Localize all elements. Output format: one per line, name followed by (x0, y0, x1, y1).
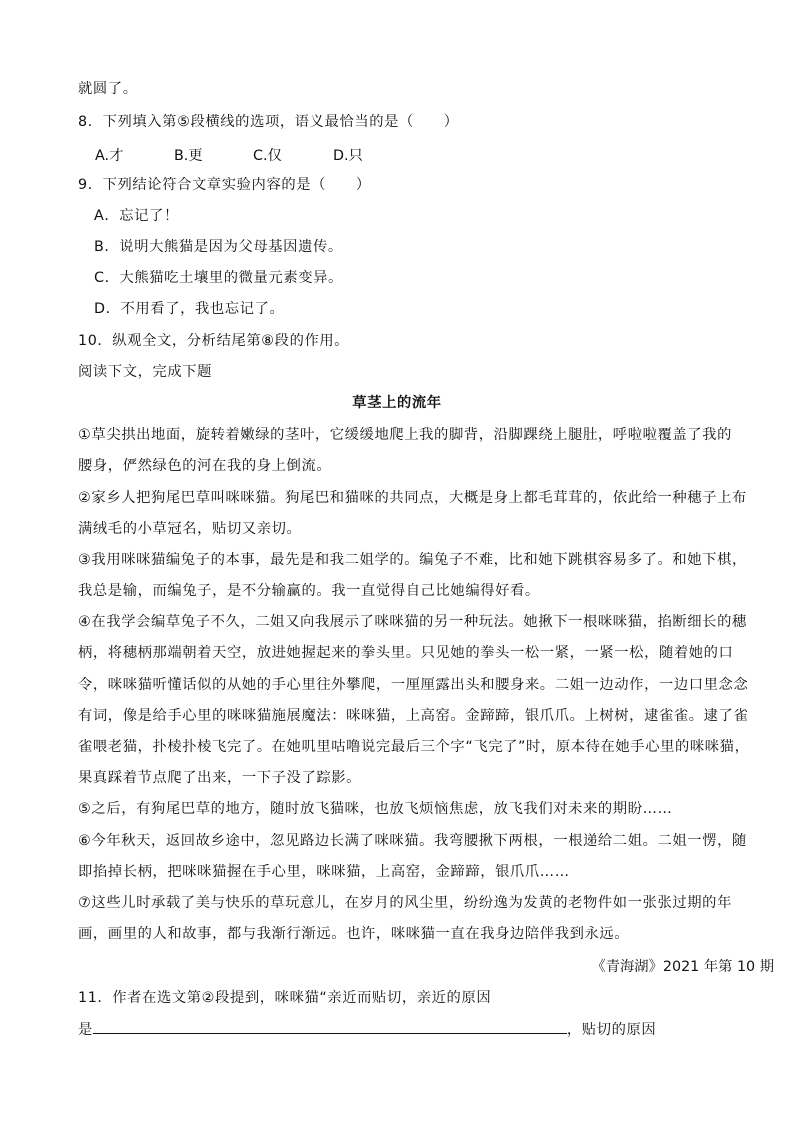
article-line: ⑦这些儿时承载了美与快乐的草玩意儿，在岁月的风尘里，纷纷逸为发黄的老物件如一张张过期的年 (78, 895, 732, 911)
article-title: 草茎上的流年 (352, 395, 442, 411)
option-b: B．说明大熊猫是因为父母基因遗传。 (94, 239, 343, 255)
article-line: 画，画里的人和故事，都与我渐行渐远。也许，咪咪猫一直在我身边陪伴我到永远。 (78, 926, 630, 942)
article-line: ③我用咪咪猫编兔子的本事，最先是和我二姐学的。编兔子不难，比和她下跳棋容易多了。和她下棋， (78, 552, 747, 568)
question-11-stem: 11．作者在选文第②段提到，咪咪猫“亲近而贴切，亲近的原因 (78, 990, 492, 1006)
article-line: 雀喂老猫，扑棱扑棱飞完了。在她叽里咕噜说完最后三个字“飞完了”时，原本待在她手心里的咪咪猫， (78, 739, 750, 755)
option-d: D．不用看了，我也忘记了。 (94, 301, 285, 317)
option-a: A．忘记了！ (94, 208, 179, 224)
article-source: 《青海湖》2021 年第 10 期 (591, 959, 774, 975)
answer-suffix: ，贴切的原因 (566, 1022, 657, 1038)
article-line: 柄，将穗柄那端朝着天空，放进她握起来的拳头里。只见她的拳头一松一紧，一紧一松，随着她的口 (78, 645, 734, 661)
article-line: ①草尖拱出地面，旋转着嫩绿的茎叶，它缓缓地爬上我的脚背，沿脚踝绕上腿肚，呼啦啦覆盖了我的 (78, 427, 732, 443)
question-11-answer-line (78, 1019, 778, 1040)
option-c: C．大熊猫吃土壤里的微量元素变异。 (94, 270, 343, 286)
article-line: ⑤之后，有狗尾巴草的地方，随时放飞猫咪，也放飞烦恼焦虑，放飞我们对未来的期盼…… (78, 801, 673, 817)
article-line: 即掐掉长柄，把咪咪猫握在手心里，咪咪猫，上高窑，金蹄蹄，银爪爪…… (78, 864, 570, 880)
article-line: ⑥今年秋天，返回故乡途中，忽见路边长满了咪咪猫。我弯腰揪下两根，一根递给二姐。二姐一愣，随 (78, 833, 747, 849)
option-a: A.才 (95, 148, 124, 164)
article-line: 腰身，俨然绿色的河在我的身上倒流。 (78, 458, 332, 474)
answer-prefix: 是 (78, 1022, 93, 1038)
option-b: B.更 (174, 148, 203, 164)
question-10: 10．纵观全文，分析结尾第⑧段的作用。 (78, 333, 350, 349)
question-8-options (95, 146, 363, 166)
article-line: 我总是输，而编兔子，是不分输赢的。我一直觉得自己比她编得好看。 (78, 583, 540, 599)
article-line: 令，咪咪猫听懂话似的从她的手心里往外攀爬，一厘厘露出头和腰身来。二姐一边动作，一边口里念念 (78, 677, 749, 693)
option-d: D.只 (333, 148, 363, 164)
option-c: C.仅 (253, 148, 282, 164)
reading-instruction: 阅读下文，完成下题 (78, 364, 213, 380)
question-8-stem: 8．下列填入第⑤段横线的选项，语义最恰当的是（ ） (78, 114, 459, 130)
article-line: ④在我学会编草兔子不久，二姐又向我展示了咪咪猫的另一种玩法。她揪下一根咪咪猫，掐断细长的穗 (78, 614, 747, 630)
paragraph-continuation: 就圆了。 (78, 81, 138, 97)
article-line: 有词，像是给手心里的咪咪猫施展魔法：咪咪猫，上高窑。金蹄蹄，银爪爪。上树树，逮雀雀。逮了雀 (78, 708, 749, 724)
article-line: 果真踩着节点爬了出来，一下子没了踪影。 (78, 770, 362, 786)
question-9-stem: 9．下列结论符合文章实验内容的是（ ） (78, 177, 371, 193)
answer-blank[interactable] (93, 1019, 567, 1034)
article-line: 满绒毛的小草冠名，贴切又亲切。 (78, 521, 302, 537)
article-line: ②家乡人把狗尾巴草叫咪咪猫。狗尾巴和猫咪的共同点，大概是身上都毛茸茸的，依此给一种穗子上布 (78, 490, 747, 506)
